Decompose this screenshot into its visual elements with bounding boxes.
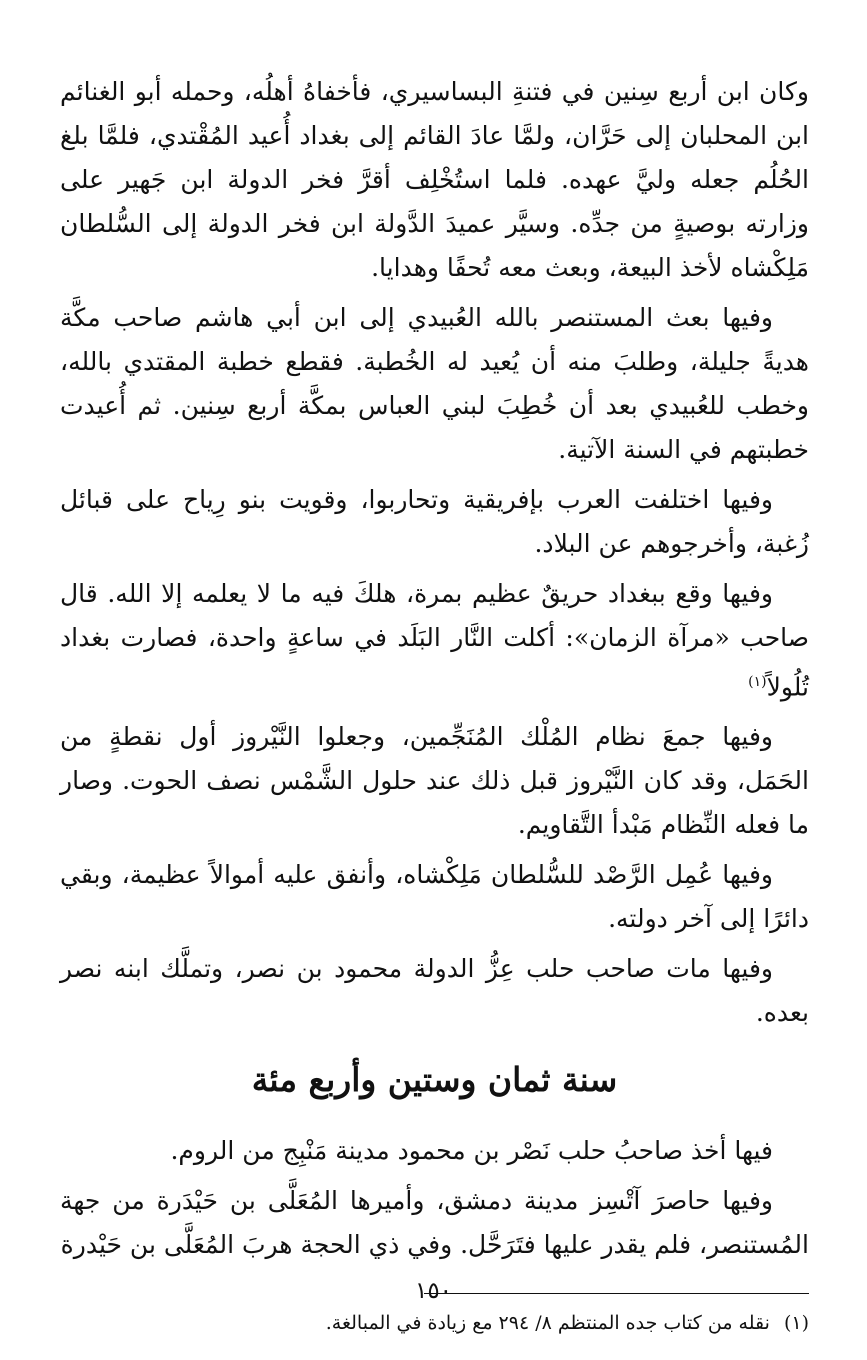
footnote-text: نقله من كتاب جده المنتظم ٨/ ٢٩٤ مع زيادة في المبالغة. <box>325 1312 770 1335</box>
paragraph-2: وفيها بعث المستنصر بالله العُبيدي إلى ابن أبي هاشم صاحب مكَّة هديةً جليلة، وطلبَ منه أن يُعيد له الخُطبة. فقطع خطبة المقتدي بالله، وخطب للعُبيدي بعد أن خُطِبَ لبني العباس بمكَّة أربع سِنين. ثم أُعيدت خطبتهم في السنة الآتية. <box>60 303 809 464</box>
footnote-reference: (١) <box>748 674 767 690</box>
paragraph-4 <box>60 572 809 709</box>
page-number: ١٥٠ <box>414 1278 453 1304</box>
section-paragraph-1: فيها أخذ صاحبُ حلب نَصْر بن محمود مدينة مَنْبِج من الروم. <box>170 1136 773 1166</box>
section-paragraph-2: وفيها حاصرَ آتْسِز مدينة دمشق، وأميرها المُعَلَّى بن حَيْدَرة من جهة المُستنصر، فلم يقدر عليها فتَرَحَّل. وفي ذي الحجة هربَ المُعَلَّى بن حَيْدرة <box>60 1186 809 1260</box>
paragraph-1: وكان ابن أربع سِنين في فتنةِ البساسيري، فأخفاهُ أهلُه، وحمله أبو الغنائم ابن المحلبان إلى حَرَّان، ولمَّا عادَ القائم إلى بغداد أُعيد المُقْتدي، فلمَّا بلغ الحُلُم جعله وليَّ عهده. فلما استُخْلِف أقرَّ فخر الدولة ابن جَهير على وزارته بوصيةٍ من جدِّه. وسيَّر عميدَ الدَّولة ابن فخر الدولة إلى السُّلطان مَلِكْشاه لأخذ البيعة، وبعث معه تُحفًا وهدايا. <box>60 77 809 282</box>
paragraph-3: وفيها اختلفت العرب بإفريقية وتحاربوا، وقويت بنو رِياح على قبائل زُغبة، وأخرجوهم عن البلاد. <box>60 485 809 558</box>
footnote <box>60 1308 809 1338</box>
paragraph-6: وفيها عُمِل الرَّصْد للسُّلطان مَلِكْشاه، وأنفق عليه أموالاً عظيمة، وبقي دائرًا إلى آخر دولته. <box>60 860 809 934</box>
paragraph-5: وفيها جمعَ نظام المُلْك المُنَجِّمين، وجعلوا النَّيْروز أول نقطةٍ من الحَمَل، وقد كان النَّيْروز قبل ذلك عند حلول الشَّمْس نصف الحوت. وصار ما فعله النِّظام مَبْدأ التَّقاويم. <box>60 722 809 840</box>
paragraph-4-text: وفيها وقع ببغداد حريقٌ عظيم بمرة، هلكَ فيه ما لا يعلمه إلا الله. قال صاحب «مرآة الزمان»: أكلت النَّار البَلَد في ساعةٍ واحدة، فصارت بغداد تُلُولاً <box>60 579 809 702</box>
section-heading: سنة ثمان وستين وأربع مئة <box>251 1060 618 1100</box>
footnote-number: (١) <box>783 1312 809 1335</box>
paragraph-7: وفيها مات صاحب حلب عِزُّ الدولة محمود بن نصر، وتملَّك ابنه نصر بعده. <box>60 954 809 1028</box>
